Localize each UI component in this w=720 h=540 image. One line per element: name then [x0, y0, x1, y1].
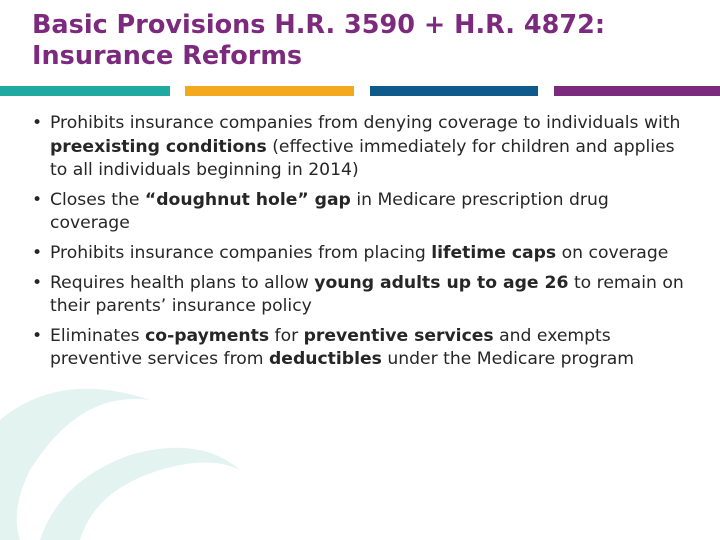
divider-bar-teal — [0, 86, 170, 96]
decorative-arc-graphic — [0, 360, 260, 540]
list-item-text: Eliminates — [50, 325, 146, 346]
bullet-glyph: • — [32, 325, 43, 346]
list-item-text: under the Medicare program — [381, 349, 634, 370]
title-line-2: Insurance Reforms — [32, 41, 303, 71]
list-item — [32, 272, 692, 319]
divider-bar-orange — [185, 86, 354, 96]
list-item-emphasis: lifetime caps — [431, 242, 557, 263]
list-item-text: Prohibits insurance companies from denying coverage to individuals with — [50, 113, 681, 133]
list-item-text: on coverage — [556, 242, 669, 263]
slide-title — [32, 10, 702, 72]
list-item-emphasis: co-payments — [145, 325, 270, 346]
bullet-glyph: • — [32, 272, 43, 293]
list-item-text: Prohibits insurance companies from placing — [50, 242, 432, 263]
list-item-emphasis: deductibles — [268, 349, 382, 370]
bullet-glyph: • — [32, 189, 43, 210]
color-divider-bars — [0, 86, 720, 96]
divider-bar-purple — [554, 86, 720, 96]
bullet-glyph: • — [32, 242, 43, 263]
divider-bar-blue — [370, 86, 538, 96]
bullet-glyph: • — [32, 113, 43, 133]
list-item-emphasis: “doughnut hole” gap — [144, 189, 351, 210]
list-item-emphasis: young adults up to age 26 — [314, 272, 569, 293]
list-item-text: Requires health plans to allow — [50, 272, 315, 293]
list-item-text: (effective immediately for children and applies to all individuals beginning in 2014) — [50, 136, 675, 181]
list-item — [32, 325, 692, 372]
list-item — [32, 189, 692, 236]
list-item-text: for — [269, 325, 304, 346]
list-item — [32, 242, 692, 266]
list-item — [32, 112, 692, 183]
list-item-text: to remain on their parents’ insurance policy — [50, 272, 684, 317]
title-line-1: Basic Provisions H.R. 3590 + H.R. 4872: — [32, 10, 606, 40]
list-item-text: and exempts preventive services from — [50, 325, 611, 370]
list-item-emphasis: preventive services — [303, 325, 494, 346]
list-item-text: Closes the — [50, 189, 145, 210]
provisions-list — [32, 112, 692, 378]
list-item-emphasis: preexisting conditions — [50, 136, 267, 157]
list-item-text: in Medicare prescription drug coverage — [50, 189, 609, 234]
